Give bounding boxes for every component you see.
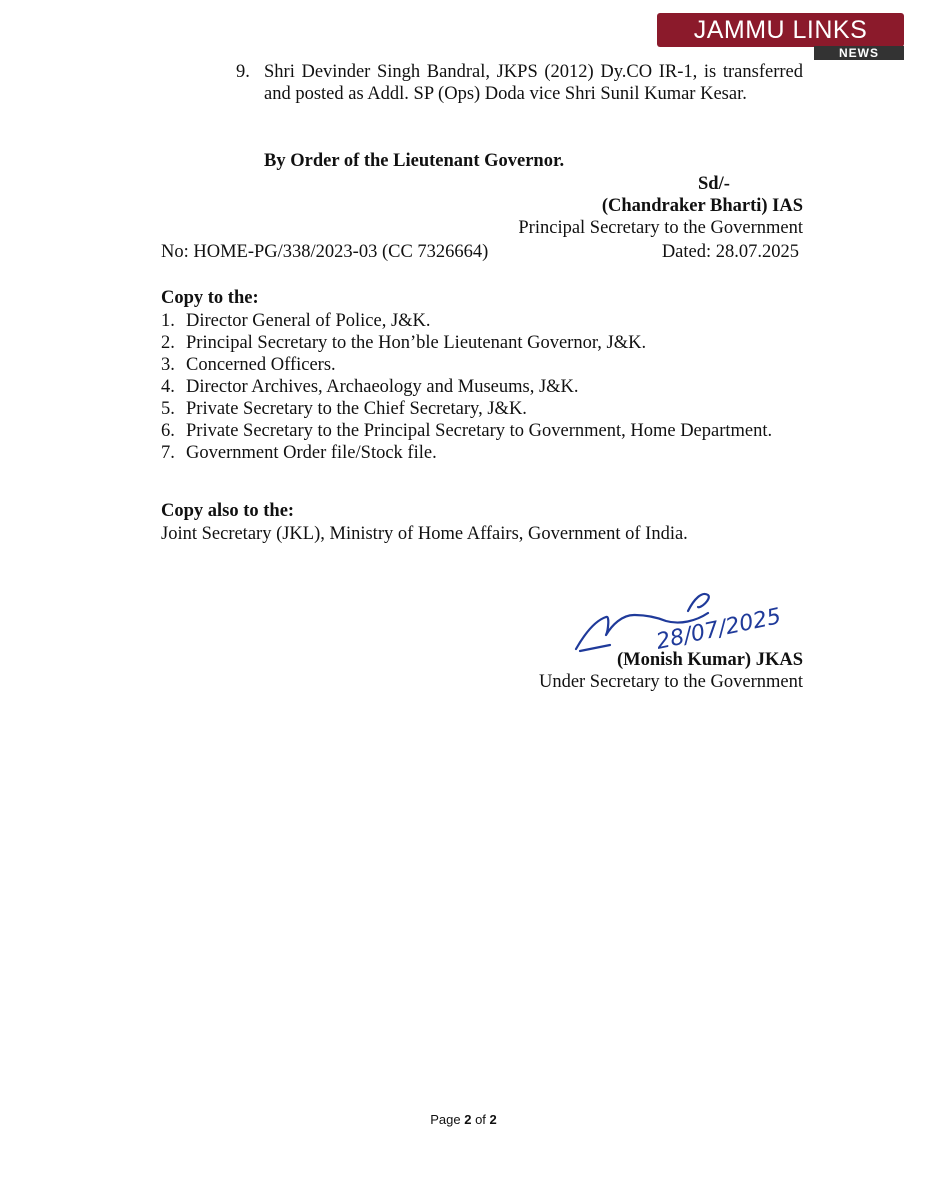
list-item <box>161 376 803 398</box>
list-item-text: Director General of Police, J&K. <box>186 311 431 331</box>
by-order-line: By Order of the Lieutenant Governor. <box>264 151 565 171</box>
list-item <box>161 420 803 442</box>
order-item-number: 9. <box>236 62 250 82</box>
list-item-text: Principal Secretary to the Hon’ble Lieutenant Governor, J&K. <box>186 333 647 353</box>
copy-also-heading: Copy also to the: <box>161 501 295 521</box>
of-label: of <box>475 1112 486 1127</box>
signatory-designation: Principal Secretary to the Government <box>518 218 803 238</box>
list-item-number: 4. <box>161 377 175 397</box>
list-item <box>161 398 803 420</box>
jammu-links-news-tag: NEWS <box>814 46 904 60</box>
under-secretary-designation: Under Secretary to the Government <box>538 672 803 692</box>
list-item-text: Government Order file/Stock file. <box>186 443 437 463</box>
list-item-number: 2. <box>161 333 175 353</box>
total-pages: 2 <box>489 1112 497 1127</box>
list-item-text: Private Secretary to the Principal Secretary to Government, Home Department. <box>186 421 773 441</box>
order-item-text: Shri Devinder Singh Bandral, JKPS (2012) Dy.CO IR-1, is transferred and posted as Addl. SP (Ops) Doda vice Shri Sunil Kumar Kesar. <box>264 62 803 104</box>
list-item-number: 6. <box>161 421 175 441</box>
copy-also-recipient: Joint Secretary (JKL), Ministry of Home Affairs, Government of India. <box>161 524 688 544</box>
under-secretary-name: (Monish Kumar) JKAS <box>616 650 803 670</box>
signatory-name: (Chandraker Bharti) IAS <box>601 196 803 216</box>
list-item-number: 5. <box>161 399 175 419</box>
signature-date: 28/07/2025 <box>654 604 784 655</box>
list-item <box>161 332 803 354</box>
order-date: Dated: 28.07.2025 <box>661 242 799 262</box>
list-item <box>161 354 803 376</box>
list-item-text: Concerned Officers. <box>186 355 336 375</box>
list-item <box>161 310 803 332</box>
list-item-text: Private Secretary to the Chief Secretary, J&K. <box>186 399 527 419</box>
list-item-text: Director Archives, Archaeology and Museums, J&K. <box>186 377 579 397</box>
page-footer <box>0 1109 927 1131</box>
jammu-links-logo: JAMMU LINKS <box>657 13 904 47</box>
list-item-number: 1. <box>161 311 175 331</box>
current-page: 2 <box>464 1112 472 1127</box>
list-item <box>161 442 803 464</box>
signed-mark: Sd/- <box>698 174 730 194</box>
page-label: Page <box>430 1112 461 1127</box>
copy-to-heading: Copy to the: <box>161 288 259 308</box>
list-item-number: 3. <box>161 355 175 375</box>
order-number: No: HOME-PG/338/2023-03 (CC 7326664) <box>161 242 489 262</box>
order-item-9 <box>236 61 803 105</box>
list-item-number: 7. <box>161 443 175 463</box>
copy-to-list <box>161 310 803 464</box>
